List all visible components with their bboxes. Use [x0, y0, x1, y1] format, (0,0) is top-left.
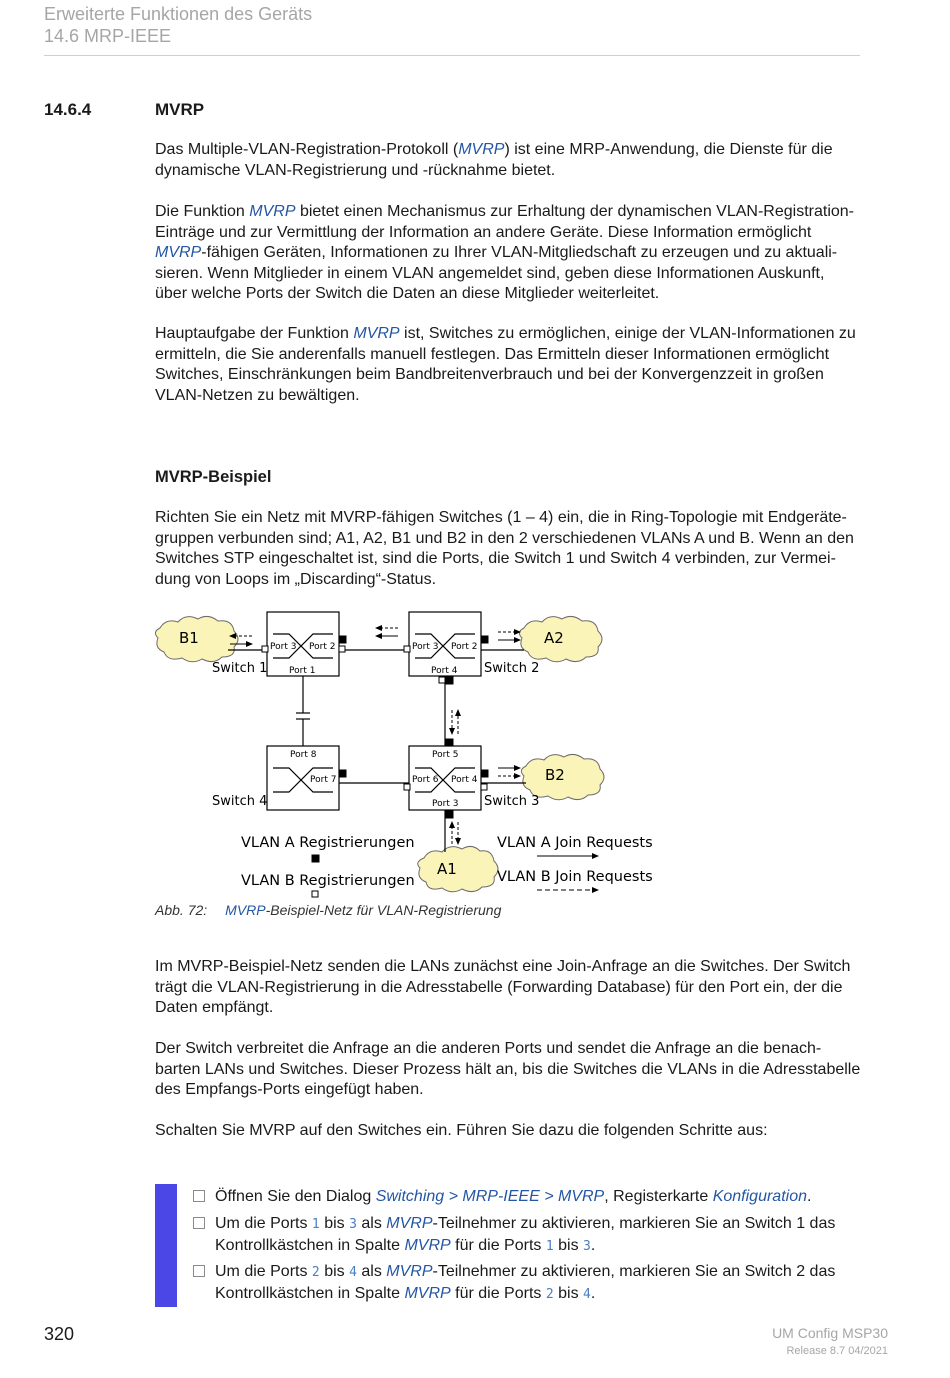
text-line — [155, 998, 895, 1019]
text-segment: Das Multiple-VLAN-Registration-Protokoll ( — [155, 141, 459, 158]
paragraph-example-explanation — [155, 957, 895, 1019]
cloud-a2 — [519, 616, 602, 661]
action-steps-bar — [155, 1184, 177, 1307]
switch-1-port-2: Port 2 — [309, 642, 336, 652]
text-segment: gruppen verbunden sind; A1, A2, B1 und B2 in den 2 verschiedenen VLANs A und B. Wenn an den — [155, 529, 854, 547]
page-number: 320 — [44, 1324, 75, 1344]
text-segment: Einträge und zur Vermittlung der Information an andere Geräte. Diese Information ermöglicht — [155, 223, 812, 241]
cloud-label-a2: A2 — [544, 629, 564, 647]
ui-reference-link[interactable]: MVRP — [386, 1215, 433, 1232]
text-segment: sieren. Wenn Mitglieder in einem VLAN angemeldet sind, geben diese Informationen Auskunft, — [155, 264, 825, 282]
text-segment: für die Ports — [450, 1285, 546, 1302]
switch-3-port-5: Port 5 — [432, 750, 459, 760]
text-segment: ) ist eine MRP-Anwendung, die Dienste für die — [504, 141, 833, 158]
step-text-line — [215, 1213, 893, 1235]
ui-reference-link[interactable]: MVRP — [404, 1285, 451, 1302]
figure-caption-label: Abb. 72: — [155, 902, 208, 918]
legend-vlan-b-registrations: VLAN B Registrierungen — [241, 873, 415, 889]
text-segment: Daten empfängt. — [155, 999, 274, 1016]
switch-3-port-3: Port 3 — [432, 799, 459, 809]
switch-2-label: Switch 2 — [484, 661, 540, 676]
text-segment: -Teilnehmer zu aktivieren, markieren Sie an Switch 1 das — [432, 1215, 836, 1232]
cloud-b1 — [155, 616, 238, 661]
figure-caption — [155, 902, 501, 918]
text-segment: VLAN-Netzen zu bewältigen. — [155, 386, 360, 404]
text-segment: Schalten Sie MVRP auf den Switches ein. Führen Sie dazu die folgenden Schritte aus: — [155, 1122, 768, 1139]
switch-3-label: Switch 3 — [484, 794, 540, 809]
running-header-chapter: Erweiterte Funktionen des Geräts — [44, 4, 313, 24]
step-switch2-ports — [193, 1261, 893, 1305]
text-segment: Switches, Einschränkungen beim Bandbreitenverbrauch und bei der Konvergenzzeit in großen — [155, 366, 824, 383]
section-title: MVRP — [155, 100, 205, 119]
text-segment: Der Switch verbreitet die Anfrage an die anderen Ports und sendet die Anfrage an die benach- — [155, 1040, 822, 1057]
cloud-label-b2: B2 — [545, 766, 565, 784]
step-text-line — [215, 1235, 893, 1257]
port-value: 3 — [349, 1217, 357, 1232]
legend-vlan-b-marker — [312, 891, 318, 897]
text-segment: -Teilnehmer zu aktivieren, markieren Sie an Switch 2 das — [432, 1263, 836, 1280]
text-segment: Öffnen Sie den Dialog — [215, 1188, 376, 1205]
step-text-line — [215, 1283, 893, 1305]
switch-1-port-3: Port 3 — [270, 642, 297, 652]
legend-vlan-a-marker — [312, 855, 319, 862]
step-checkbox[interactable] — [193, 1265, 205, 1277]
text-line — [155, 1039, 895, 1060]
text-segment: Um die Ports — [215, 1263, 312, 1280]
text-segment: ist, Switches zu ermöglichen, einige der VLAN-Informationen zu — [399, 325, 856, 342]
paragraph-instructions — [155, 1121, 895, 1142]
text-segment: barten LANs und Switches. Dieser Prozess hält an, bis die Switches die VLANs in die Adresstabelle — [155, 1060, 861, 1078]
section-number: 14.6.4 — [44, 100, 92, 119]
switch-3-port-6: Port 6 — [412, 775, 439, 785]
text-segment: Hauptaufgabe der Funktion — [155, 325, 354, 342]
text-line — [155, 957, 895, 978]
text-segment: über welche Ports der Switch die Daten an diese Mitglieder weiterleitet. — [155, 285, 660, 302]
figure-caption-link[interactable]: MVRP — [225, 902, 266, 918]
port-value: 1 — [545, 1239, 554, 1254]
text-line — [155, 1060, 895, 1081]
step-checkbox[interactable] — [193, 1190, 205, 1202]
legend-vlan-a-registrations: VLAN A Registrierungen — [241, 835, 415, 851]
text-segment: Switches STP eingeschaltet ist, sind die Ports, die Switch 1 und Switch 4 verbinden, zur Vermei- — [155, 550, 836, 567]
figure-caption-text: -Beispiel-Netz für VLAN-Registrierung — [265, 902, 502, 918]
step-text-line — [215, 1186, 893, 1207]
text-segment: dynamische VLAN-Registrierung und -rücknahme bietet. — [155, 161, 556, 179]
port-value: 1 — [311, 1217, 320, 1232]
ui-reference-link[interactable]: MVRP — [386, 1263, 433, 1280]
text-segment: . — [590, 1285, 596, 1302]
text-line — [155, 1080, 895, 1101]
port-value: 4 — [349, 1265, 357, 1280]
port-value: 4 — [583, 1287, 591, 1302]
switch-4-label: Switch 4 — [212, 794, 268, 809]
switch-1-label: Switch 1 — [212, 661, 268, 676]
step-open-dialog — [193, 1186, 893, 1207]
ui-reference-link[interactable]: Konfiguration — [712, 1188, 807, 1205]
text-segment: für die Ports — [450, 1237, 546, 1254]
ui-reference-link[interactable]: Switching > MRP-IEEE > MVRP — [375, 1188, 605, 1205]
footer-document: UM Config MSP30 — [772, 1325, 888, 1341]
port-value: 3 — [583, 1239, 591, 1254]
text-segment: Kontrollkästchen in Spalte — [215, 1237, 405, 1254]
switch-2-port-2: Port 2 — [451, 642, 478, 652]
text-segment: Im MVRP-Beispiel-Netz senden die LANs zunächst eine Join-Anfrage an die Switches. Der Switch — [155, 958, 851, 975]
text-segment: bis — [319, 1263, 350, 1280]
switch-3 — [409, 746, 539, 810]
text-segment: -fähigen Geräten, Informationen zu Ihrer VLAN-Mitgliedschaft zu erzeugen und zu aktuali- — [201, 244, 838, 261]
switch-2-port-4: Port 4 — [431, 666, 458, 676]
term-link[interactable]: MVRP — [353, 325, 400, 342]
text-segment: , Registerkarte — [604, 1188, 713, 1205]
term-link[interactable]: MVRP — [458, 141, 505, 158]
ui-reference-link[interactable]: MVRP — [404, 1237, 451, 1254]
switch-2-port-3: Port 3 — [412, 642, 439, 652]
example-title: MVRP-Beispiel — [155, 468, 272, 486]
text-line — [155, 978, 895, 999]
cloud-label-b1: B1 — [179, 629, 199, 647]
text-segment: des Empfangs-Ports eingefügt haben. — [155, 1081, 424, 1098]
text-segment: bis — [553, 1285, 584, 1302]
text-segment: ermitteln, die Sie anderenfalls manuell festlegen. Das Ermitteln dieser Informationen ermöglicht — [155, 345, 830, 363]
port-value: 2 — [545, 1287, 554, 1302]
text-segment: bis — [553, 1237, 584, 1254]
term-link[interactable]: MVRP — [155, 244, 202, 261]
cloud-a1 — [418, 846, 498, 891]
text-segment: als — [356, 1263, 387, 1280]
switch-4-port-7: Port 7 — [310, 775, 337, 785]
port-value: 2 — [311, 1265, 320, 1280]
text-segment: Um die Ports — [215, 1215, 312, 1232]
text-segment: bis — [319, 1215, 350, 1232]
running-header-section: 14.6 MRP-IEEE — [44, 26, 172, 46]
text-segment: Richten Sie ein Netz mit MVRP-fähigen Switches (1 – 4) ein, die in Ring-Topologie mit Endgeräte- — [155, 509, 847, 526]
step-checkbox[interactable] — [193, 1217, 205, 1229]
switch-4-port-8: Port 8 — [290, 750, 317, 760]
switch-4 — [212, 746, 339, 810]
text-segment: . — [590, 1237, 596, 1254]
legend-vlan-a-join: VLAN A Join Requests — [497, 835, 653, 851]
text-line — [155, 1121, 895, 1142]
step-text-line — [215, 1261, 893, 1283]
term-link[interactable]: MVRP — [249, 203, 296, 220]
text-segment: Kontrollkästchen in Spalte — [215, 1285, 405, 1302]
footer-release: Release 8.7 04/2021 — [786, 1345, 888, 1357]
text-segment: dung von Loops im „Discarding“-Status. — [155, 570, 437, 588]
text-segment: als — [356, 1215, 387, 1232]
switch-1-port-1: Port 1 — [289, 666, 316, 676]
cloud-b2 — [521, 754, 604, 799]
legend-vlan-b-join: VLAN B Join Requests — [497, 869, 653, 885]
text-segment: Die Funktion — [155, 203, 250, 220]
switch-3-port-4: Port 4 — [451, 775, 478, 785]
text-segment: . — [807, 1188, 812, 1205]
paragraph-propagation — [155, 1039, 895, 1101]
switch-2 — [409, 612, 539, 676]
text-segment: trägt die VLAN-Registrierung in die Adresstabelle (Forwarding Database) für den Port ein, der die — [155, 978, 843, 996]
cloud-label-a1: A1 — [437, 860, 457, 878]
step-switch1-ports — [193, 1213, 893, 1257]
text-segment: bietet einen Mechanismus zur Erhaltung der dynamischen VLAN-Registration- — [295, 203, 854, 220]
